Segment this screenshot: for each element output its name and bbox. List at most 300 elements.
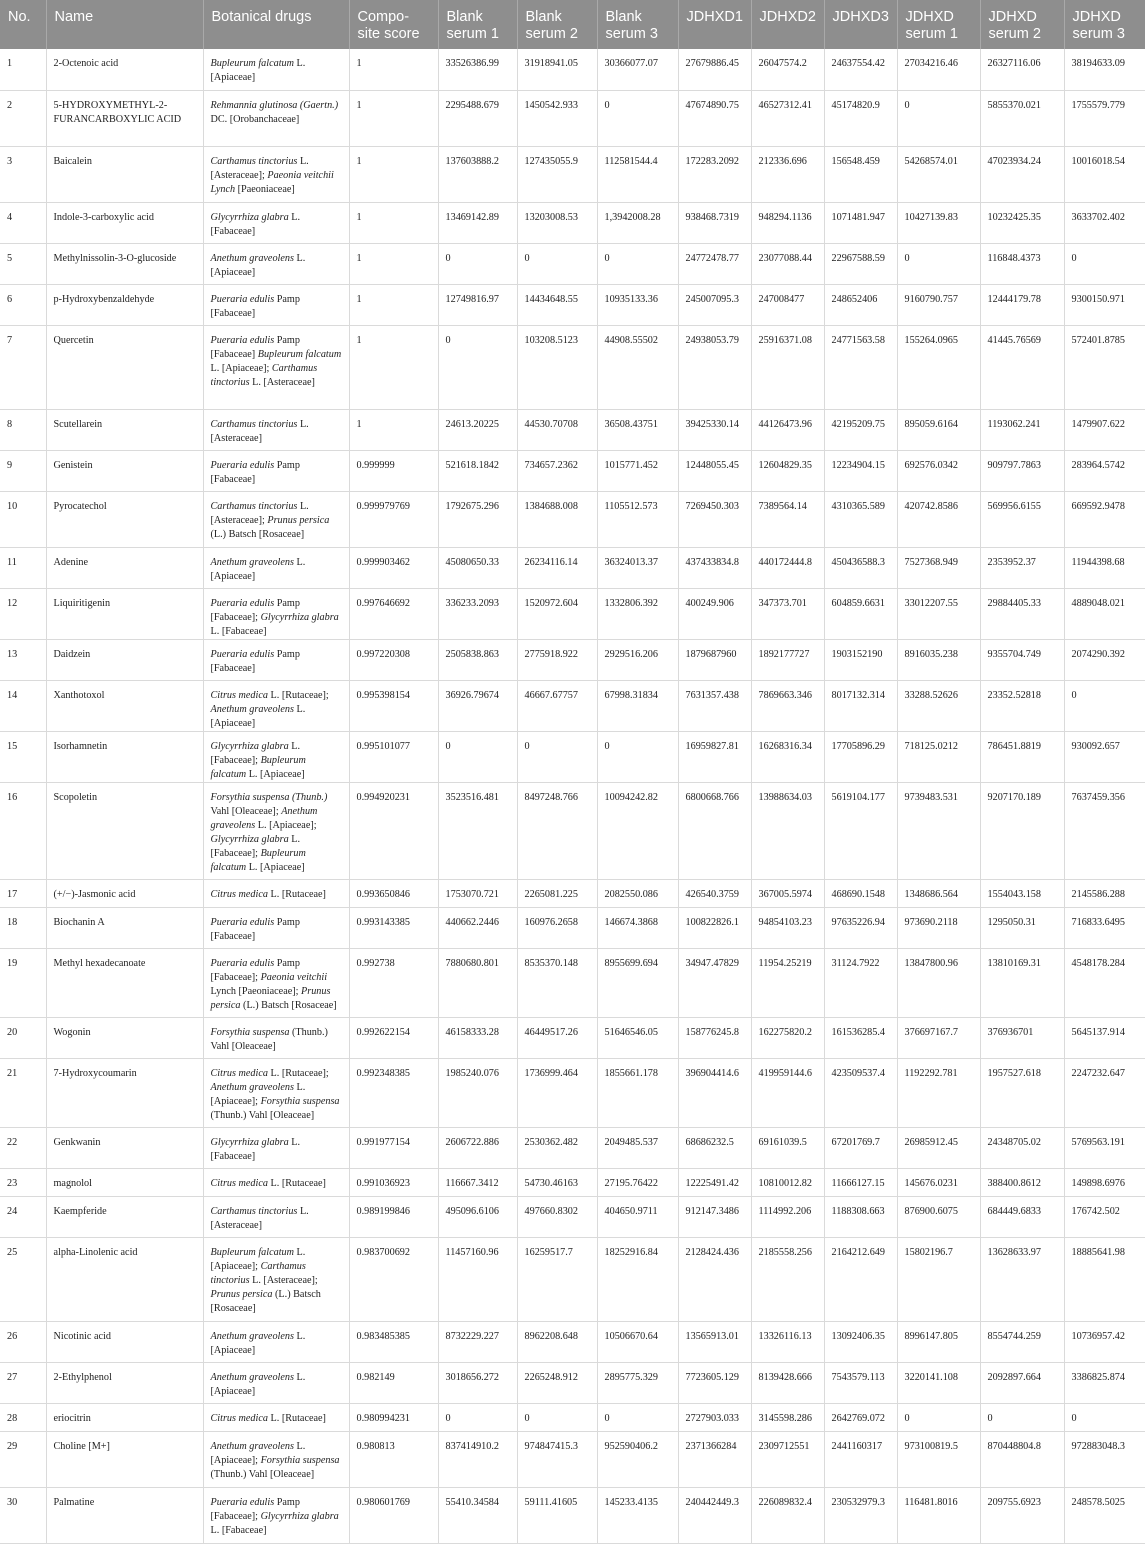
species-name: Anethum graveolens bbox=[210, 1330, 294, 1342]
jdhxd-serum-3-cell: 5769563.191 bbox=[1064, 1127, 1145, 1168]
species-name: Forsythia suspensa (Thunb.) bbox=[210, 791, 328, 803]
species-name: Bupleurum falcatum bbox=[210, 58, 294, 69]
blank-serum-2-cell: 127435055.9 bbox=[517, 146, 597, 202]
compound-name-cell: Liquiritigenin bbox=[46, 588, 203, 639]
blank-serum-3-cell: 2929516.206 bbox=[597, 639, 678, 680]
jdhxd-serum-1-cell: 876900.6075 bbox=[897, 1196, 980, 1237]
blank-serum-3-cell: 1855661.178 bbox=[597, 1058, 678, 1127]
composite-score-cell: 1 bbox=[349, 202, 438, 243]
table-row bbox=[0, 409, 1145, 450]
blank-serum-2-cell: 8535370.148 bbox=[517, 948, 597, 1017]
blank-serum-3-cell: 36508.43751 bbox=[597, 409, 678, 450]
blank-serum-2-cell: 46667.67757 bbox=[517, 680, 597, 731]
row-number-cell: 28 bbox=[0, 1403, 46, 1431]
species-name: Citrus medica bbox=[210, 888, 268, 900]
jdhxd-serum-2-cell: 569956.6155 bbox=[980, 491, 1064, 547]
jdhxd1-cell: 426540.3759 bbox=[678, 879, 751, 907]
jdhxd-serum-2-cell: 12444179.78 bbox=[980, 284, 1064, 325]
blank-serum-2-cell: 2775918.922 bbox=[517, 639, 597, 680]
species-name: Citrus medica bbox=[210, 1067, 268, 1079]
column-header: Blank serum 3 bbox=[597, 0, 678, 49]
jdhxd-serum-3-cell: 1479907.622 bbox=[1064, 409, 1145, 450]
jdhxd-serum-1-cell: 15802196.7 bbox=[897, 1237, 980, 1321]
table-row bbox=[0, 1168, 1145, 1196]
blank-serum-3-cell: 0 bbox=[597, 1403, 678, 1431]
species-name: Citrus medica bbox=[210, 1412, 268, 1424]
table-row bbox=[0, 1127, 1145, 1168]
jdhxd-serum-3-cell: 4889048.021 bbox=[1064, 588, 1145, 639]
jdhxd1-cell: 400249.906 bbox=[678, 588, 751, 639]
jdhxd3-cell: 2164212.649 bbox=[824, 1237, 897, 1321]
jdhxd-serum-2-cell: 9355704.749 bbox=[980, 639, 1064, 680]
authority-family: Pamp [Fabaceae] bbox=[210, 459, 300, 485]
compound-name-cell: alpha-Linolenic acid bbox=[46, 1237, 203, 1321]
botanical-drugs-cell bbox=[203, 948, 349, 1017]
species-name: Prunus persica bbox=[210, 985, 331, 1011]
jdhxd-serum-3-cell: 0 bbox=[1064, 680, 1145, 731]
jdhxd-serum-2-cell: 8554744.259 bbox=[980, 1321, 1064, 1362]
blank-serum-1-cell: 24613.20225 bbox=[438, 409, 517, 450]
blank-serum-3-cell: 0 bbox=[597, 90, 678, 146]
jdhxd-serum-1-cell: 9739483.531 bbox=[897, 782, 980, 879]
jdhxd1-cell: 12448055.45 bbox=[678, 450, 751, 491]
authority-family: L. [Asteraceae] bbox=[210, 1205, 309, 1231]
jdhxd-serum-1-cell: 116481.8016 bbox=[897, 1487, 980, 1543]
table-row bbox=[0, 639, 1145, 680]
jdhxd1-cell: 27679886.45 bbox=[678, 49, 751, 90]
jdhxd1-cell: 172283.2092 bbox=[678, 146, 751, 202]
row-number-cell: 20 bbox=[0, 1017, 46, 1058]
blank-serum-1-cell: 495096.6106 bbox=[438, 1196, 517, 1237]
blank-serum-2-cell: 16259517.7 bbox=[517, 1237, 597, 1321]
table-row bbox=[0, 1362, 1145, 1403]
authority-family: L. [Rutaceae] bbox=[267, 1412, 326, 1424]
authority-family: Pamp [Fabaceae]; bbox=[210, 1496, 300, 1522]
botanical-drugs-cell bbox=[203, 1362, 349, 1403]
jdhxd-serum-3-cell: 0 bbox=[1064, 1403, 1145, 1431]
table-row bbox=[0, 146, 1145, 202]
jdhxd-serum-1-cell: 0 bbox=[897, 90, 980, 146]
jdhxd3-cell: 156548.459 bbox=[824, 146, 897, 202]
jdhxd1-cell: 24938053.79 bbox=[678, 325, 751, 409]
blank-serum-1-cell: 13469142.89 bbox=[438, 202, 517, 243]
jdhxd3-cell: 450436588.3 bbox=[824, 547, 897, 588]
jdhxd-serum-1-cell: 8916035.238 bbox=[897, 639, 980, 680]
botanical-drugs-cell bbox=[203, 1196, 349, 1237]
botanical-drugs-cell bbox=[203, 1017, 349, 1058]
header-row bbox=[0, 0, 1145, 49]
composite-score-cell: 0.991977154 bbox=[349, 1127, 438, 1168]
jdhxd-serum-2-cell: 116848.4373 bbox=[980, 243, 1064, 284]
jdhxd3-cell: 161536285.4 bbox=[824, 1017, 897, 1058]
blank-serum-1-cell: 336233.2093 bbox=[438, 588, 517, 639]
jdhxd-serum-1-cell: 145676.0231 bbox=[897, 1168, 980, 1196]
composite-score-cell: 0.999903462 bbox=[349, 547, 438, 588]
composite-score-cell: 0.982149 bbox=[349, 1362, 438, 1403]
table-row bbox=[0, 1017, 1145, 1058]
species-name: Anethum graveolens bbox=[210, 252, 294, 264]
botanical-drugs-cell bbox=[203, 146, 349, 202]
column-header: JDHXD2 bbox=[751, 0, 824, 49]
species-name: Carthamus tinctorius bbox=[210, 1260, 306, 1286]
composite-score-cell: 0.980994231 bbox=[349, 1403, 438, 1431]
composite-score-cell: 0.983485385 bbox=[349, 1321, 438, 1362]
authority-family: L. [Apiaceae] bbox=[210, 1371, 306, 1397]
jdhxd-serum-2-cell: 2353952.37 bbox=[980, 547, 1064, 588]
column-header: Compo-site score bbox=[349, 0, 438, 49]
jdhxd-serum-1-cell: 54268574.01 bbox=[897, 146, 980, 202]
blank-serum-2-cell: 8497248.766 bbox=[517, 782, 597, 879]
blank-serum-3-cell: 10094242.82 bbox=[597, 782, 678, 879]
jdhxd-serum-1-cell: 13847800.96 bbox=[897, 948, 980, 1017]
authority-family: Pamp [Fabaceae]; bbox=[210, 957, 300, 983]
jdhxd-serum-1-cell: 9160790.757 bbox=[897, 284, 980, 325]
table-row bbox=[0, 243, 1145, 284]
blank-serum-1-cell: 46158333.28 bbox=[438, 1017, 517, 1058]
composite-score-cell: 0.994920231 bbox=[349, 782, 438, 879]
row-number-cell: 18 bbox=[0, 907, 46, 948]
blank-serum-3-cell: 10506670.64 bbox=[597, 1321, 678, 1362]
jdhxd-serum-2-cell: 24348705.02 bbox=[980, 1127, 1064, 1168]
blank-serum-1-cell: 0 bbox=[438, 325, 517, 409]
botanical-drugs-cell bbox=[203, 1237, 349, 1321]
species-name: Pueraria edulis bbox=[210, 916, 275, 928]
row-number-cell: 14 bbox=[0, 680, 46, 731]
composite-score-cell: 0.992738 bbox=[349, 948, 438, 1017]
botanical-drugs-cell bbox=[203, 1058, 349, 1127]
authority-family: (Thunb.) Vahl [Oleaceae] bbox=[210, 1468, 315, 1480]
species-name: Forsythia suspensa bbox=[260, 1095, 340, 1107]
blank-serum-3-cell: 112581544.4 bbox=[597, 146, 678, 202]
jdhxd2-cell: 26047574.2 bbox=[751, 49, 824, 90]
table-body bbox=[0, 49, 1145, 1543]
table-row bbox=[0, 1431, 1145, 1487]
jdhxd-serum-1-cell: 8996147.805 bbox=[897, 1321, 980, 1362]
blank-serum-1-cell: 2606722.886 bbox=[438, 1127, 517, 1168]
authority-family: [Paeoniaceae] bbox=[235, 183, 295, 195]
table-row bbox=[0, 1058, 1145, 1127]
jdhxd-serum-1-cell: 27034216.46 bbox=[897, 49, 980, 90]
blank-serum-1-cell: 1753070.721 bbox=[438, 879, 517, 907]
botanical-drugs-cell bbox=[203, 1168, 349, 1196]
jdhxd-serum-2-cell: 684449.6833 bbox=[980, 1196, 1064, 1237]
authority-family: L. [Asteraceae]; bbox=[249, 1274, 318, 1286]
jdhxd3-cell: 8017132.314 bbox=[824, 680, 897, 731]
jdhxd-serum-1-cell: 33288.52626 bbox=[897, 680, 980, 731]
compound-name-cell: Kaempferide bbox=[46, 1196, 203, 1237]
species-name: Bupleurum falcatum bbox=[210, 847, 306, 873]
blank-serum-3-cell: 1,3942008.28 bbox=[597, 202, 678, 243]
blank-serum-1-cell: 137603888.2 bbox=[438, 146, 517, 202]
row-number-cell: 22 bbox=[0, 1127, 46, 1168]
column-header: JDHXD3 bbox=[824, 0, 897, 49]
row-number-cell: 27 bbox=[0, 1362, 46, 1403]
blank-serum-1-cell: 2505838.863 bbox=[438, 639, 517, 680]
column-header: JDHXD serum 2 bbox=[980, 0, 1064, 49]
jdhxd1-cell: 158776245.8 bbox=[678, 1017, 751, 1058]
blank-serum-3-cell: 1015771.452 bbox=[597, 450, 678, 491]
blank-serum-1-cell: 0 bbox=[438, 243, 517, 284]
jdhxd1-cell: 396904414.6 bbox=[678, 1058, 751, 1127]
row-number-cell: 3 bbox=[0, 146, 46, 202]
jdhxd3-cell: 97635226.94 bbox=[824, 907, 897, 948]
row-number-cell: 11 bbox=[0, 547, 46, 588]
authority-family: L. [Rutaceae] bbox=[267, 888, 326, 900]
jdhxd-serum-2-cell: 388400.8612 bbox=[980, 1168, 1064, 1196]
blank-serum-2-cell: 1450542.933 bbox=[517, 90, 597, 146]
table-row bbox=[0, 491, 1145, 547]
row-number-cell: 13 bbox=[0, 639, 46, 680]
species-name: Paeonia veitchii Lynch bbox=[210, 169, 334, 195]
column-header: Name bbox=[46, 0, 203, 49]
composite-score-cell: 0.995101077 bbox=[349, 731, 438, 782]
blank-serum-3-cell: 8955699.694 bbox=[597, 948, 678, 1017]
botanical-drugs-cell bbox=[203, 680, 349, 731]
jdhxd3-cell: 2441160317 bbox=[824, 1431, 897, 1487]
species-name: Anethum graveolens bbox=[210, 1081, 294, 1093]
blank-serum-3-cell: 0 bbox=[597, 731, 678, 782]
row-number-cell: 19 bbox=[0, 948, 46, 1017]
jdhxd1-cell: 16959827.81 bbox=[678, 731, 751, 782]
jdhxd-serum-2-cell: 0 bbox=[980, 1403, 1064, 1431]
column-header: Blank serum 2 bbox=[517, 0, 597, 49]
blank-serum-2-cell: 1520972.604 bbox=[517, 588, 597, 639]
blank-serum-2-cell: 31918941.05 bbox=[517, 49, 597, 90]
jdhxd2-cell: 13988634.03 bbox=[751, 782, 824, 879]
jdhxd1-cell: 7631357.438 bbox=[678, 680, 751, 731]
jdhxd3-cell: 423509537.4 bbox=[824, 1058, 897, 1127]
blank-serum-2-cell: 14434648.55 bbox=[517, 284, 597, 325]
blank-serum-2-cell: 54730.46163 bbox=[517, 1168, 597, 1196]
species-name: Paeonia veitchii bbox=[260, 971, 328, 983]
jdhxd1-cell: 7723605.129 bbox=[678, 1362, 751, 1403]
composite-score-cell: 1 bbox=[349, 409, 438, 450]
compound-name-cell: Wogonin bbox=[46, 1017, 203, 1058]
column-header: Blank serum 1 bbox=[438, 0, 517, 49]
jdhxd1-cell: 47674890.75 bbox=[678, 90, 751, 146]
row-number-cell: 29 bbox=[0, 1431, 46, 1487]
botanical-drugs-cell bbox=[203, 491, 349, 547]
authority-family: L. [Apiaceae]; bbox=[210, 1246, 306, 1272]
botanical-drugs-cell bbox=[203, 49, 349, 90]
botanical-drugs-cell bbox=[203, 90, 349, 146]
jdhxd1-cell: 437433834.8 bbox=[678, 547, 751, 588]
blank-serum-3-cell: 952590406.2 bbox=[597, 1431, 678, 1487]
authority-family: L. [Rutaceae]; bbox=[267, 689, 329, 701]
jdhxd-serum-1-cell: 973690.2118 bbox=[897, 907, 980, 948]
jdhxd-serum-3-cell: 4548178.284 bbox=[1064, 948, 1145, 1017]
jdhxd2-cell: 12604829.35 bbox=[751, 450, 824, 491]
jdhxd-serum-3-cell: 972883048.3 bbox=[1064, 1431, 1145, 1487]
compound-name-cell: (+/−)-Jasmonic acid bbox=[46, 879, 203, 907]
species-name: Forsythia suspensa bbox=[210, 1026, 290, 1038]
jdhxd-serum-3-cell: 18885641.98 bbox=[1064, 1237, 1145, 1321]
blank-serum-1-cell: 8732229.227 bbox=[438, 1321, 517, 1362]
row-number-cell: 5 bbox=[0, 243, 46, 284]
authority-family: L. [Apiaceae] bbox=[210, 58, 306, 83]
composite-score-cell: 0.993143385 bbox=[349, 907, 438, 948]
species-name: Pueraria edulis bbox=[210, 597, 275, 609]
jdhxd2-cell: 162275820.2 bbox=[751, 1017, 824, 1058]
table-row bbox=[0, 588, 1145, 639]
jdhxd-serum-3-cell: 0 bbox=[1064, 243, 1145, 284]
species-name: Prunus persica bbox=[210, 1288, 273, 1300]
composite-score-cell: 0.995398154 bbox=[349, 680, 438, 731]
jdhxd3-cell: 17705896.29 bbox=[824, 731, 897, 782]
authority-family: Vahl [Oleaceae]; bbox=[210, 805, 282, 817]
jdhxd-serum-3-cell: 248578.5025 bbox=[1064, 1487, 1145, 1543]
blank-serum-1-cell: 3018656.272 bbox=[438, 1362, 517, 1403]
jdhxd1-cell: 13565913.01 bbox=[678, 1321, 751, 1362]
jdhxd2-cell: 69161039.5 bbox=[751, 1127, 824, 1168]
row-number-cell: 25 bbox=[0, 1237, 46, 1321]
authority-family: (L.) Batsch [Rosaceae] bbox=[210, 1288, 321, 1314]
jdhxd1-cell: 6800668.766 bbox=[678, 782, 751, 879]
jdhxd2-cell: 25916371.08 bbox=[751, 325, 824, 409]
authority-family: L. [Apiaceae]; bbox=[210, 362, 272, 374]
blank-serum-1-cell: 33526386.99 bbox=[438, 49, 517, 90]
compound-name-cell: Choline [M+] bbox=[46, 1431, 203, 1487]
jdhxd-serum-2-cell: 786451.8819 bbox=[980, 731, 1064, 782]
botanical-drugs-cell bbox=[203, 325, 349, 409]
species-name: Forsythia suspensa bbox=[260, 1454, 340, 1466]
species-name: Pueraria edulis bbox=[210, 957, 275, 969]
species-name: Carthamus tinctorius bbox=[210, 1205, 298, 1217]
table-row bbox=[0, 284, 1145, 325]
botanical-drugs-cell bbox=[203, 907, 349, 948]
jdhxd3-cell: 1071481.947 bbox=[824, 202, 897, 243]
jdhxd1-cell: 938468.7319 bbox=[678, 202, 751, 243]
botanical-drugs-cell bbox=[203, 639, 349, 680]
jdhxd2-cell: 94854103.23 bbox=[751, 907, 824, 948]
jdhxd-serum-2-cell: 1193062.241 bbox=[980, 409, 1064, 450]
table-row bbox=[0, 1403, 1145, 1431]
jdhxd2-cell: 226089832.4 bbox=[751, 1487, 824, 1543]
jdhxd-serum-1-cell: 1348686.564 bbox=[897, 879, 980, 907]
composite-score-cell: 0.993650846 bbox=[349, 879, 438, 907]
jdhxd3-cell: 24637554.42 bbox=[824, 49, 897, 90]
compound-name-cell: 2-Octenoic acid bbox=[46, 49, 203, 90]
jdhxd-serum-3-cell: 930092.657 bbox=[1064, 731, 1145, 782]
authority-family: L. [Fabaceae] bbox=[210, 1136, 301, 1162]
column-header: JDHXD1 bbox=[678, 0, 751, 49]
authority-family: L. [Fabaceae] bbox=[210, 211, 301, 237]
composite-score-cell: 0.989199846 bbox=[349, 1196, 438, 1237]
authority-family: (Thunb.) Vahl [Oleaceae] bbox=[210, 1026, 328, 1052]
authority-family: (L.) Batsch [Rosaceae] bbox=[240, 999, 337, 1011]
authority-family: Lynch [Paeoniaceae]; bbox=[210, 985, 302, 997]
jdhxd-serum-3-cell: 176742.502 bbox=[1064, 1196, 1145, 1237]
species-name: Anethum graveolens bbox=[210, 805, 318, 831]
botanical-drugs-cell bbox=[203, 588, 349, 639]
blank-serum-3-cell: 27195.76422 bbox=[597, 1168, 678, 1196]
jdhxd3-cell: 22967588.59 bbox=[824, 243, 897, 284]
jdhxd3-cell: 1188308.663 bbox=[824, 1196, 897, 1237]
jdhxd-serum-2-cell: 376936701 bbox=[980, 1017, 1064, 1058]
row-number-cell: 16 bbox=[0, 782, 46, 879]
species-name: Glycyrrhiza glabra bbox=[210, 1136, 289, 1148]
table-row bbox=[0, 680, 1145, 731]
composite-score-cell: 0.991036923 bbox=[349, 1168, 438, 1196]
jdhxd-serum-1-cell: 0 bbox=[897, 1403, 980, 1431]
botanical-drugs-cell bbox=[203, 1127, 349, 1168]
species-name: Anethum graveolens bbox=[210, 1440, 294, 1452]
jdhxd2-cell: 11954.25219 bbox=[751, 948, 824, 1017]
species-name: Pueraria edulis bbox=[210, 1496, 275, 1508]
jdhxd-serum-2-cell: 909797.7863 bbox=[980, 450, 1064, 491]
table-header bbox=[0, 0, 1145, 49]
blank-serum-1-cell: 45080650.33 bbox=[438, 547, 517, 588]
blank-serum-1-cell: 2295488.679 bbox=[438, 90, 517, 146]
compound-name-cell: 5-HYDROXYMETHYL-2-FURANCARBOXYLIC ACID bbox=[46, 90, 203, 146]
jdhxd2-cell: 247008477 bbox=[751, 284, 824, 325]
botanical-drugs-cell bbox=[203, 547, 349, 588]
blank-serum-1-cell: 521618.1842 bbox=[438, 450, 517, 491]
compound-name-cell: Palmatine bbox=[46, 1487, 203, 1543]
row-number-cell: 7 bbox=[0, 325, 46, 409]
jdhxd2-cell: 347373.701 bbox=[751, 588, 824, 639]
authority-family: L. [Apiaceae] bbox=[210, 703, 306, 729]
blank-serum-2-cell: 0 bbox=[517, 1403, 597, 1431]
authority-family: (L.) Batsch [Rosaceae] bbox=[210, 528, 305, 540]
jdhxd-serum-2-cell: 41445.76569 bbox=[980, 325, 1064, 409]
composite-score-cell: 0.997646692 bbox=[349, 588, 438, 639]
botanical-drugs-cell bbox=[203, 879, 349, 907]
jdhxd3-cell: 45174820.9 bbox=[824, 90, 897, 146]
authority-family: L. [Apiaceae] bbox=[210, 556, 306, 582]
species-name: Rehmannia glutinosa (Gaertn.) bbox=[210, 99, 339, 111]
blank-serum-3-cell: 36324013.37 bbox=[597, 547, 678, 588]
row-number-cell: 23 bbox=[0, 1168, 46, 1196]
jdhxd3-cell: 230532979.3 bbox=[824, 1487, 897, 1543]
jdhxd1-cell: 240442449.3 bbox=[678, 1487, 751, 1543]
authority-family: L. [Fabaceae] bbox=[210, 625, 267, 637]
jdhxd2-cell: 10810012.82 bbox=[751, 1168, 824, 1196]
jdhxd-serum-2-cell: 1554043.158 bbox=[980, 879, 1064, 907]
blank-serum-3-cell: 30366077.07 bbox=[597, 49, 678, 90]
table-row bbox=[0, 879, 1145, 907]
compound-name-cell: 2-Ethylphenol bbox=[46, 1362, 203, 1403]
botanical-drugs-cell bbox=[203, 450, 349, 491]
table-row bbox=[0, 907, 1145, 948]
blank-serum-2-cell: 734657.2362 bbox=[517, 450, 597, 491]
compound-name-cell: Nicotinic acid bbox=[46, 1321, 203, 1362]
botanical-drugs-cell bbox=[203, 1487, 349, 1543]
jdhxd-serum-1-cell: 1192292.781 bbox=[897, 1058, 980, 1127]
column-header: No. bbox=[0, 0, 46, 49]
jdhxd-serum-1-cell: 376697167.7 bbox=[897, 1017, 980, 1058]
compound-name-cell: Baicalein bbox=[46, 146, 203, 202]
table-row bbox=[0, 49, 1145, 90]
blank-serum-1-cell: 3523516.481 bbox=[438, 782, 517, 879]
blank-serum-1-cell: 837414910.2 bbox=[438, 1431, 517, 1487]
blank-serum-3-cell: 145233.4135 bbox=[597, 1487, 678, 1543]
compound-name-cell: Genistein bbox=[46, 450, 203, 491]
jdhxd2-cell: 8139428.666 bbox=[751, 1362, 824, 1403]
jdhxd2-cell: 46527312.41 bbox=[751, 90, 824, 146]
jdhxd-serum-2-cell: 23352.52818 bbox=[980, 680, 1064, 731]
jdhxd1-cell: 912147.3486 bbox=[678, 1196, 751, 1237]
row-number-cell: 6 bbox=[0, 284, 46, 325]
jdhxd3-cell: 11666127.15 bbox=[824, 1168, 897, 1196]
jdhxd2-cell: 2309712551 bbox=[751, 1431, 824, 1487]
jdhxd1-cell: 2727903.033 bbox=[678, 1403, 751, 1431]
jdhxd2-cell: 2185558.256 bbox=[751, 1237, 824, 1321]
composite-score-cell: 0.992348385 bbox=[349, 1058, 438, 1127]
jdhxd-serum-1-cell: 895059.6164 bbox=[897, 409, 980, 450]
blank-serum-2-cell: 2265081.225 bbox=[517, 879, 597, 907]
botanical-drugs-cell bbox=[203, 731, 349, 782]
